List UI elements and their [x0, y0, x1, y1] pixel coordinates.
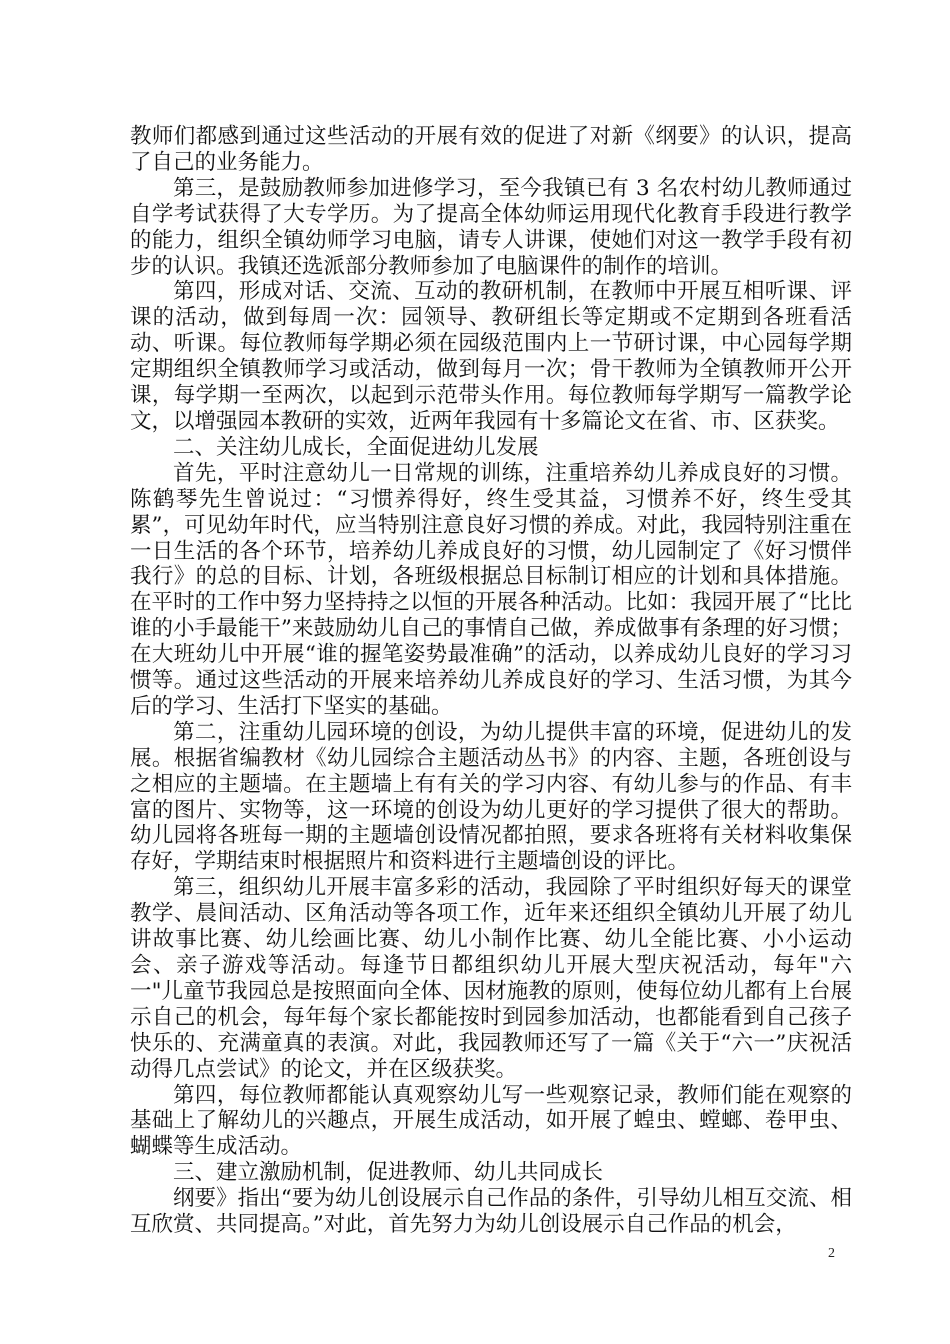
- paragraph: 纲要》指出“要为幼儿创设展示自己作品的条件，引导幼儿相互交流、相互欣赏、共同提高。”对此，首先努力为幼儿创设展示自己作品的机会，: [130, 1186, 852, 1238]
- paragraph: 第三，组织幼儿开展丰富多彩的活动，我园除了平时组织好每天的课堂教学、晨间活动、区角活动等各项工作，近年来还组织全镇幼儿开展了幼儿讲故事比赛、幼儿绘画比赛、幼儿小制作比赛、幼儿全能比赛、小小运动会、亲子游戏等活动。每逢节日都组织幼儿开展大型庆祝活动，每年"六一"儿童节我园总是按照面向全体、因材施教的原则，使每位幼儿都有上台展示自己的机会，每年每个家长都能按时到园参加活动，也都能看到自己孩子快乐的、充满童真的表演。对此，我园教师还写了一篇《关于“六一”庆祝活动得几点尝试》的论文，并在区级获奖。: [130, 875, 852, 1082]
- document-body: [130, 124, 852, 1238]
- page-number: 2: [828, 1246, 835, 1261]
- paragraph: 第四，形成对话、交流、互动的教研机制，在教师中开展互相听课、评课的活动，做到每周一次：园领导、教研组长等定期或不定期到各班看活动、听课。每位教师每学期必须在园级范围内上一节研讨课，中心园每学期定期组织全镇教师学习或活动，做到每月一次；骨干教师为全镇教师开公开课，每学期一至两次，以起到示范带头作用。每位教师每学期写一篇教学论文，以增强园本教研的实效，近两年我园有十多篇论文在省、市、区获奖。: [130, 279, 852, 434]
- paragraph: 第四，每位教师都能认真观察幼儿写一些观察记录，教师们能在观察的基础上了解幼儿的兴趣点，开展生成活动，如开展了蝗虫、螳螂、卷甲虫、蝴蝶等生成活动。: [130, 1082, 852, 1160]
- section-heading: 二、关注幼儿成长，全面促进幼儿发展: [173, 434, 539, 460]
- paragraph: 教师们都感到通过这些活动的开展有效的促进了对新《纲要》的认识，提高了自己的业务能力。: [130, 124, 852, 175]
- paragraph: 第三，是鼓励教师参加进修学习，至今我镇已有 3 名农村幼儿教师通过自学考试获得了大专学历。为了提高全体幼师运用现代化教育手段进行教学的能力，组织全镇幼师学习电脑，请专人讲课，使她们对这一教学手段有初步的认识。我镇还选派部分教师参加了电脑课件的制作的培训。: [130, 175, 852, 279]
- paragraph: 首先，平时注意幼儿一日常规的训练，注重培养幼儿养成良好的习惯。陈鹤琴先生曾说过：“习惯养得好，终生受其益，习惯养不好，终生受其累”，可见幼年时代，应当特别注意良好习惯的养成。对此，我园特别注重在一日生活的各个环节，培养幼儿养成良好的习惯，幼儿园制定了《好习惯伴我行》的总的目标、计划，各班级根据总目标制订相应的计划和具体措施。在平时的工作中努力坚持持之以恒的开展各种活动。比如：我园开展了“比比谁的小手最能干”来鼓励幼儿自己的事情自己做，养成做事有条理的好习惯；在大班幼儿中开展“谁的握笔姿势最准确”的活动，以养成幼儿良好的学习习惯等。通过这些活动的开展来培养幼儿养成良好的学习、生活习惯，为其今后的学习、生活打下坚实的基础。: [130, 460, 852, 719]
- paragraph: 第二，注重幼儿园环境的创设，为幼儿提供丰富的环境，促进幼儿的发展。根据省编教材《幼儿园综合主题活动丛书》的内容、主题，各班创设与之相应的主题墙。在主题墙上有有关的学习内容、有幼儿参与的作品、有丰富的图片、实物等，这一环境的创设为幼儿更好的学习提供了很大的帮助。幼儿园将各班每一期的主题墙创设情况都拍照，要求各班将有关材料收集保存好，学期结束时根据照片和资料进行主题墙创设的评比。: [130, 719, 852, 875]
- section-heading: 三、建立激励机制，促进教师、幼儿共同成长: [173, 1160, 604, 1186]
